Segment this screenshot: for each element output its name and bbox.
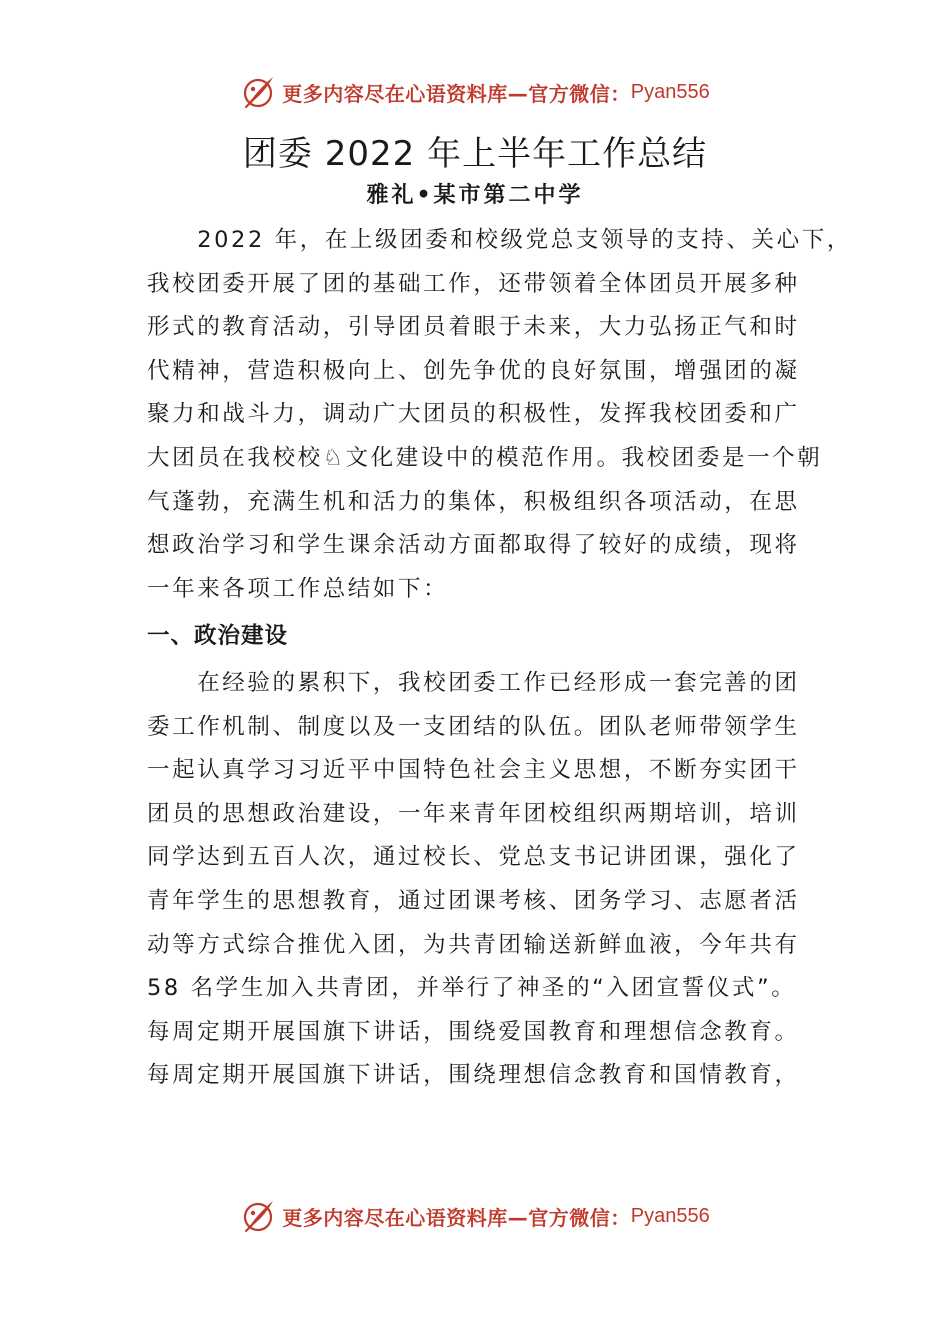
paragraph-line: 聚力和战斗力，调动广大团员的积极性，发挥我校团委和广 bbox=[147, 401, 800, 428]
paragraph-line: 一起认真学习习近平中国特色社会主义思想，不断夯实团干 bbox=[147, 757, 800, 784]
header-banner bbox=[0, 70, 950, 114]
paragraph-line: 每周定期开展国旗下讲话，围绕理想信念教育和国情教育， bbox=[147, 1062, 800, 1089]
quill-logo-icon bbox=[240, 74, 276, 110]
paragraph-line: 形式的教育活动，引导团员着眼于未来，大力弘扬正气和时 bbox=[147, 314, 800, 341]
paragraph-line: 一年来各项工作总结如下： bbox=[147, 575, 449, 602]
paragraph-line: 58 名学生加入共青团，并举行了神圣的“入团宣誓仪式”。 bbox=[147, 975, 797, 1002]
paragraph-line: 想政治学习和学生课余活动方面都取得了较好的成绩，现将 bbox=[147, 532, 800, 559]
document-title: 团委 2022 年上半年工作总结 bbox=[242, 134, 708, 174]
document-subtitle: 雅礼•某市第二中学 bbox=[366, 182, 584, 208]
paragraph-line: 气蓬勃，充满生机和活力的集体，积极组织各项活动，在思 bbox=[147, 488, 800, 515]
paragraph-line: 大团员在我校校♘文化建设中的模范作用。我校团委是一个朝 bbox=[147, 444, 823, 471]
banner-wechat-handle: Pyan556 bbox=[630, 80, 710, 103]
paragraph-line: 在经验的累积下，我校团委工作已经形成一套完善的团 bbox=[147, 670, 800, 696]
section-heading: 一、政治建设 bbox=[147, 623, 289, 649]
paragraph-line: 同学达到五百人次，通过校长、党总支书记讲团课，强化了 bbox=[147, 844, 800, 871]
paragraph-line: 代精神，营造积极向上、创先争优的良好氛围，增强团的凝 bbox=[147, 357, 800, 384]
paragraph-line: 委工作机制、制度以及一支团结的队伍。团队老师带领学生 bbox=[147, 713, 800, 740]
intro-paragraph bbox=[147, 219, 852, 611]
banner-dash-text: —官方微信： bbox=[507, 1205, 631, 1230]
footer-banner bbox=[0, 1194, 950, 1238]
paragraph-line: 我校团委开展了团的基础工作，还带领着全体团员开展多种 bbox=[147, 270, 800, 297]
banner-wechat-handle: Pyan556 bbox=[630, 1204, 710, 1227]
paragraph-line: 青年学生的思想教育，通过团课考核、团务学习、志愿者活 bbox=[147, 887, 800, 914]
quill-logo-icon bbox=[240, 1198, 276, 1234]
paragraph-line: 团员的思想政治建设，一年来青年团校组织两期培训，培训 bbox=[147, 800, 800, 827]
banner-main-text: 更多内容尽在心语资料库 bbox=[282, 1205, 508, 1230]
paragraph-line: 每周定期开展国旗下讲话，围绕爱国教育和理想信念教育。 bbox=[147, 1018, 800, 1045]
section1-paragraph bbox=[147, 662, 817, 1098]
banner-dash-text: —官方微信： bbox=[507, 81, 631, 106]
section-heading-block bbox=[147, 615, 817, 659]
paragraph-line: 动等方式综合推优入团，为共青团输送新鲜血液，今年共有 bbox=[147, 931, 800, 958]
banner-main-text: 更多内容尽在心语资料库 bbox=[282, 81, 508, 106]
paragraph-line: 2022 年，在上级团委和校级党总支领导的支持、关心下， bbox=[147, 227, 852, 253]
